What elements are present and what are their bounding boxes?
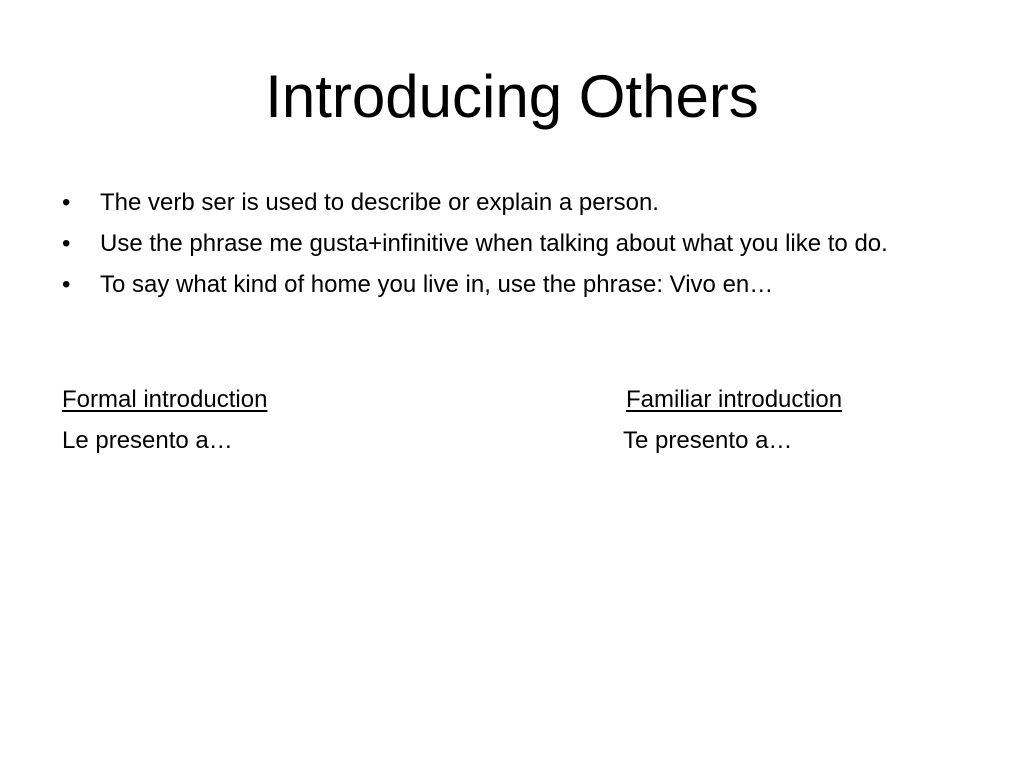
slide-title: Introducing Others — [265, 63, 759, 130]
bullet-marker: • — [62, 230, 71, 257]
bullet-text: Use the phrase me gusta+infinitive when talking about what you like to do. — [100, 230, 888, 257]
bullet-item — [62, 186, 972, 220]
bullet-text: To say what kind of home you live in, use the phrase: Vivo en… — [100, 271, 774, 298]
familiar-introduction-column — [623, 383, 842, 458]
bullet-list — [62, 186, 972, 309]
formal-introduction-phrase: Le presento a… — [62, 427, 233, 454]
formal-introduction-column — [62, 383, 267, 458]
bullet-text: The verb ser is used to describe or explain a person. — [100, 189, 659, 216]
bullet-marker: • — [62, 189, 71, 216]
familiar-introduction-phrase: Te presento a… — [623, 427, 793, 454]
formal-introduction-heading: Formal introduction — [62, 386, 268, 413]
bullet-item — [62, 268, 972, 302]
bullet-item — [62, 227, 972, 261]
familiar-introduction-heading: Familiar introduction — [626, 386, 843, 413]
bullet-marker: • — [62, 271, 71, 298]
